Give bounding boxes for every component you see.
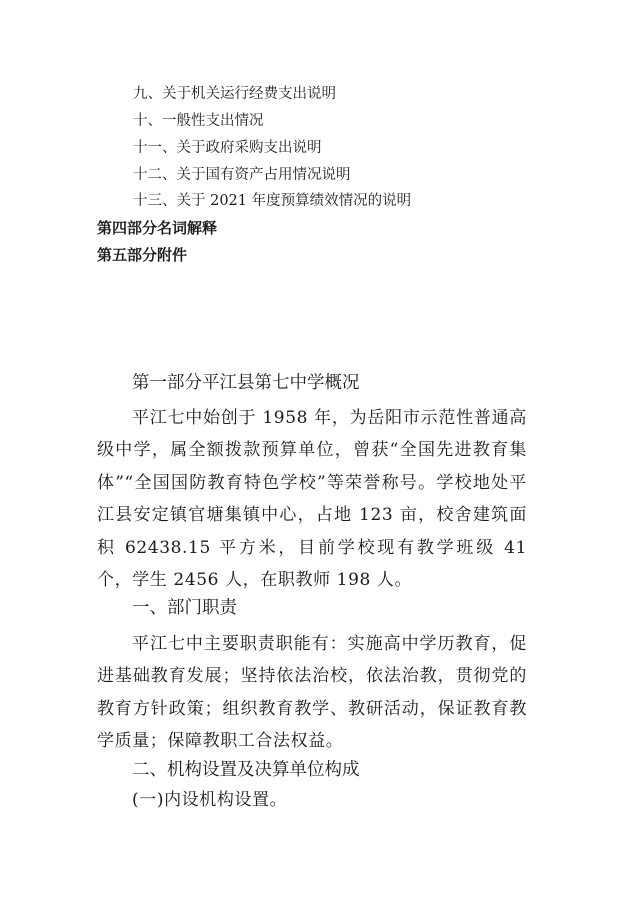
subsection-title-structure: 二、机构设置及决算单位构成 bbox=[132, 760, 360, 780]
toc-part-4: 第四部分名词解释 bbox=[97, 219, 218, 237]
subsection-title-duties: 一、部门职责 bbox=[132, 598, 237, 618]
toc-item-11: 十一、关于政府采购支出说明 bbox=[133, 140, 322, 156]
toc-item-13: 十三、关于 2021 年度预算绩效情况的说明 bbox=[133, 193, 412, 209]
intro-paragraph: 平江七中始创于 1958 年，为岳阳市示范性普通高级中学，属全额拨款预算单位，曾获“全国先进教育集体”“全国国防教育特色学校”等荣誉称号。学校地处平江县安定镇官塘集镇中心，占地 123 亩，校舍建筑面积 62438.15 平方米，目前学校现有教学班级 41 个，学生 2456 人，在职教师 198 人。 bbox=[97, 408, 527, 591]
structure-item-1: (一)内设机构设置。 bbox=[132, 790, 288, 810]
toc-part-5: 第五部分附件 bbox=[97, 246, 188, 264]
toc-item-9: 九、关于机关运行经费支出说明 bbox=[133, 86, 336, 102]
duties-paragraph: 平江七中主要职责职能有：实施高中学历教育，促进基础教育发展；坚持依法治校，依法治教，贯彻党的教育方针政策；组织教育教学、教研活动，保证教育教学质量；保障教职工合法权益。 bbox=[97, 634, 527, 752]
section-title: 第一部分平江县第七中学概况 bbox=[132, 373, 360, 393]
toc-item-12: 十二、关于国有资产占用情况说明 bbox=[133, 167, 351, 183]
toc-item-10: 十、一般性支出情况 bbox=[133, 113, 264, 129]
